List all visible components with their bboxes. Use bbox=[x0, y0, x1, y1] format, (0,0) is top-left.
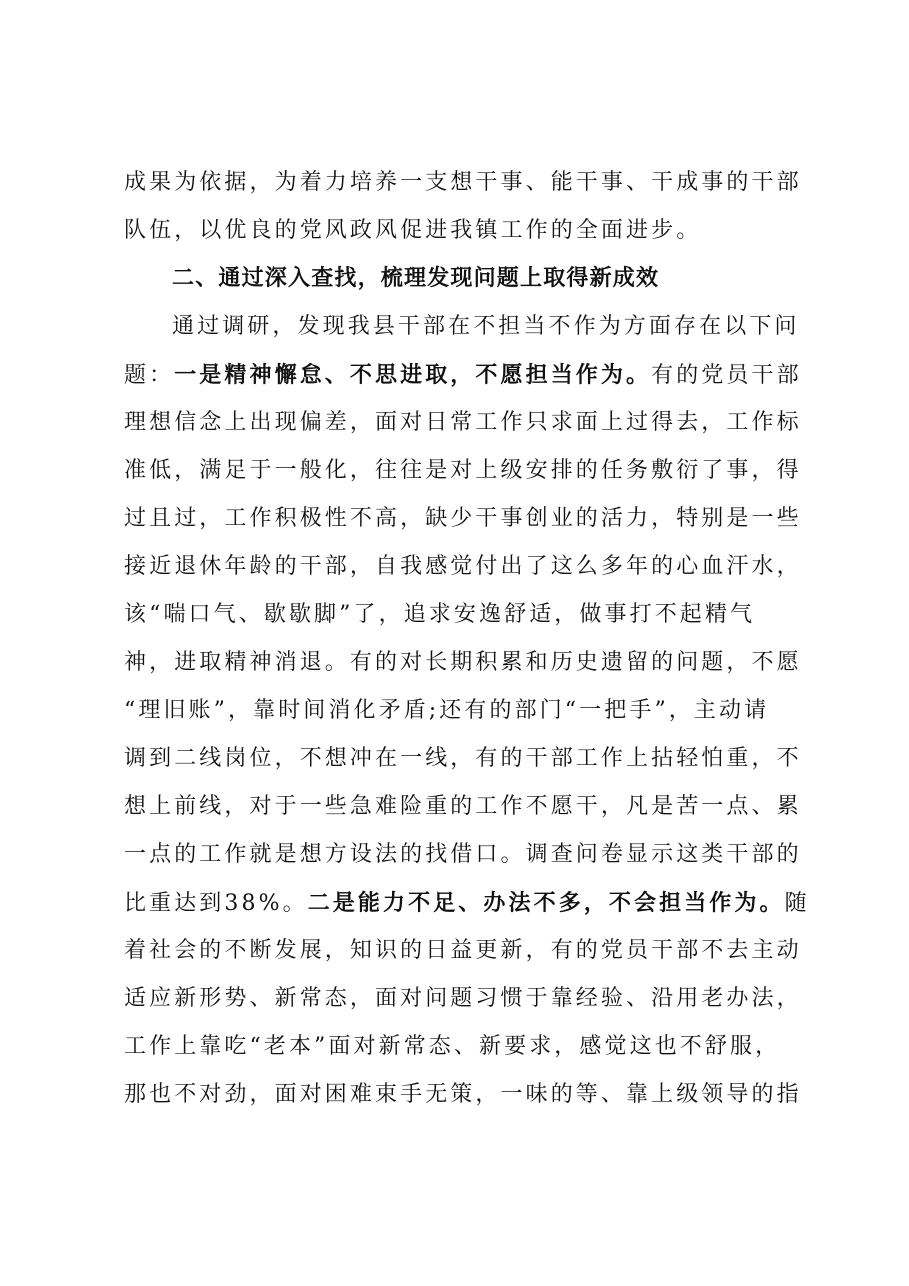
paragraph-line: 成果为依据，为着力培养一支想干事、能干事、干成事的干部 bbox=[124, 170, 802, 195]
text-span: 有的党员干部 bbox=[651, 363, 802, 388]
bold-key-point: 二是能力不足、办法不多，不会担当作为。 bbox=[307, 890, 785, 916]
paragraph-line bbox=[124, 354, 802, 396]
text-span: 比重达到38%。 bbox=[124, 891, 308, 916]
paragraph-line: 那也不对劲，面对困难束手无策，一味的等、靠上级领导的指 bbox=[124, 1082, 802, 1107]
paragraph-line: 队伍，以优良的党风政风促进我镇工作的全面进步。 bbox=[124, 218, 702, 243]
text-span: 题： bbox=[124, 363, 175, 388]
paragraph-line: 着社会的不断发展，知识的日益更新，有的党员干部不去主动 bbox=[124, 938, 802, 963]
paragraph-line: 工作上靠吃“老本”面对新常态、新要求，感觉这也不舒服， bbox=[124, 1034, 781, 1059]
section-heading: 二、通过深入查找，梳理发现问题上取得新成效 bbox=[172, 266, 660, 291]
paragraph-line: 接近退休年龄的干部，自我感觉付出了这么多年的心血汗水， bbox=[124, 554, 802, 579]
paragraph-line bbox=[124, 882, 810, 924]
paragraph-line: 理想信念上出现偏差，面对日常工作只求面上过得去，工作标 bbox=[124, 410, 802, 435]
paragraph-line: 通过调研，发现我县干部在不担当不作为方面存在以下问 bbox=[172, 314, 800, 339]
paragraph-line: 过且过，工作积极性不高，缺少干事创业的活力，特别是一些 bbox=[124, 506, 802, 531]
paragraph-line: 神，进取精神消退。有的对长期积累和历史遗留的问题，不愿 bbox=[124, 650, 802, 675]
paragraph-line: 一点的工作就是想方设法的找借口。调查问卷显示这类干部的 bbox=[124, 842, 802, 867]
paragraph-line: 想上前线，对于一些急难险重的工作不愿干，凡是苦一点、累 bbox=[124, 794, 802, 819]
paragraph-line: 该“喘口气、歇歇脚”了，追求安逸舒适，做事打不起精气 bbox=[124, 602, 756, 627]
bold-key-point: 一是精神懈怠、不思进取，不愿担当作为。 bbox=[174, 362, 652, 388]
paragraph-line: 调到二线岗位，不想冲在一线，有的干部工作上拈轻怕重，不 bbox=[124, 746, 802, 771]
paragraph-line: 适应新形势、新常态，面对问题习惯于靠经验、沿用老办法， bbox=[124, 986, 802, 1011]
text-span: 随 bbox=[784, 891, 810, 916]
paragraph-line: “理旧账”，靠时间消化矛盾;还有的部门“一把手”，主动请 bbox=[124, 698, 770, 723]
paragraph-line: 准低，满足于一般化，往往是对上级安排的任务敷衍了事，得 bbox=[124, 458, 802, 483]
